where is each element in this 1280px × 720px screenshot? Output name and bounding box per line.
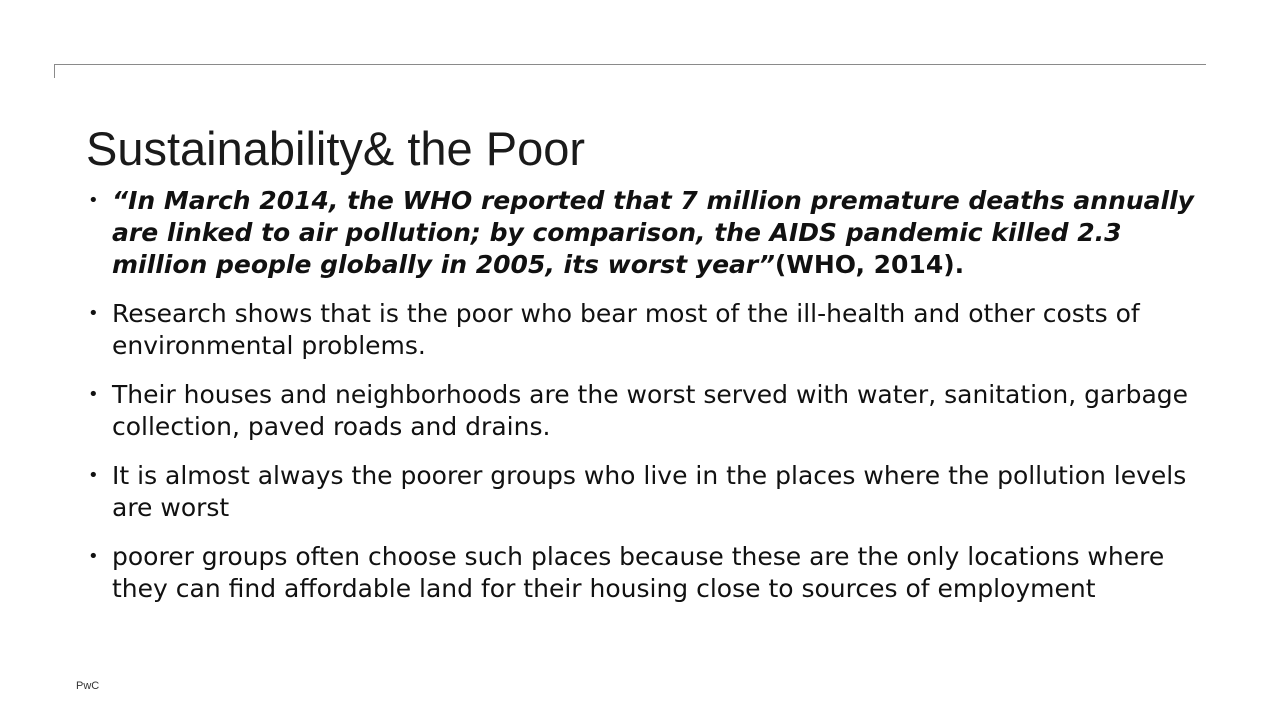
bullet-icon: •: [88, 190, 99, 211]
corner-tick: [54, 64, 55, 78]
bullet-item-quote: [86, 185, 1206, 281]
bullet-text: Research shows that is the poor who bear most of the ill-health and other costs of environmental problems.: [112, 299, 1140, 360]
who-quote: “In March 2014, the WHO reported that 7 million premature deaths annually are linked to air pollution; by comparison, the AIDS pandemic killed 2.3 million people globally in 2005, its worst year”: [112, 186, 1194, 279]
bullet-icon: •: [88, 546, 99, 567]
slide-title: Sustainability& the Poor: [86, 122, 586, 176]
bullet-icon: •: [88, 465, 99, 486]
bullet-item: [86, 541, 1206, 605]
who-citation: (WHO, 2014).: [774, 250, 965, 279]
footer-brand: PwC: [76, 680, 100, 692]
bullet-text: It is almost always the poorer groups who live in the places where the pollution levels are worst: [112, 461, 1187, 522]
bullet-item: [86, 379, 1206, 443]
bullet-text: poorer groups often choose such places because these are the only locations where they can find affordable land for their housing close to sources of employment: [112, 542, 1165, 603]
bullet-icon: •: [88, 384, 99, 405]
top-rule-line: [54, 64, 1206, 65]
bullet-icon: •: [88, 303, 99, 324]
bullet-item: [86, 460, 1206, 524]
bullet-item: [86, 298, 1206, 362]
bullet-text: Their houses and neighborhoods are the worst served with water, sanitation, garbage collection, paved roads and drains.: [112, 380, 1189, 441]
bullet-list: [86, 185, 1206, 622]
